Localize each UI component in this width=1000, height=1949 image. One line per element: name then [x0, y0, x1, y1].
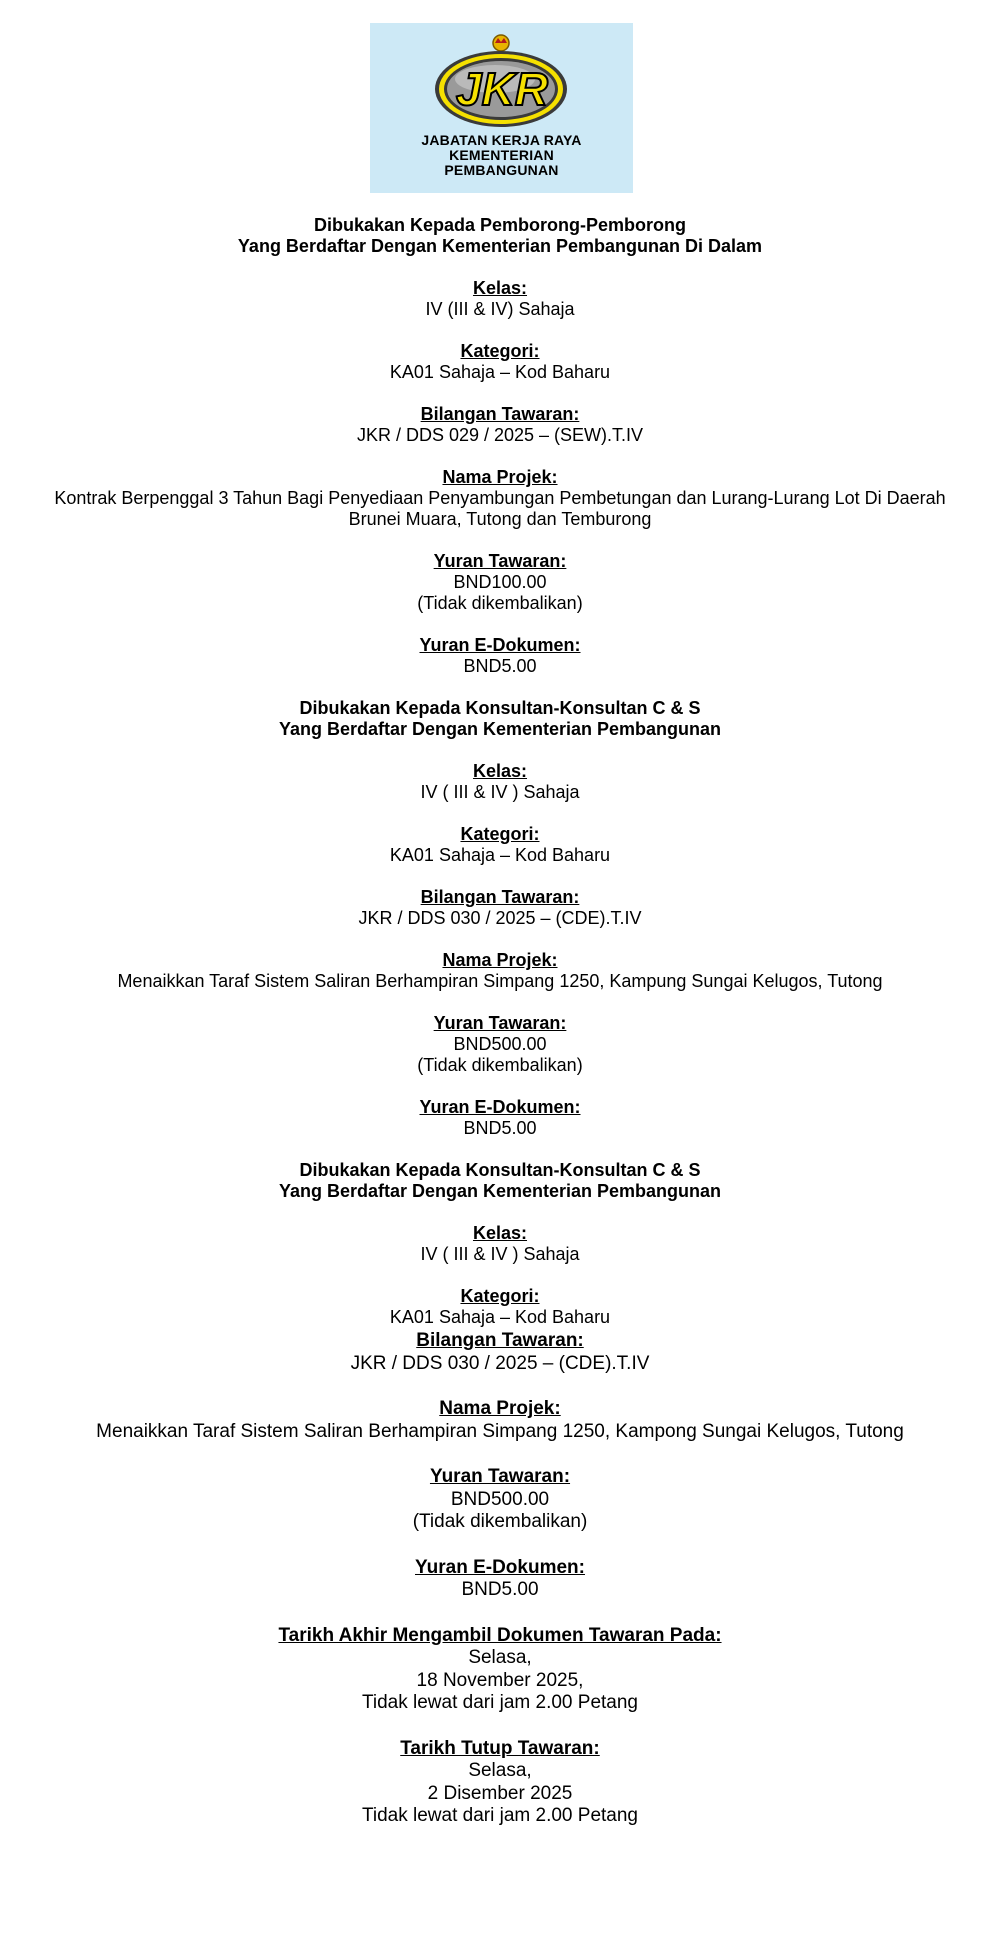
- tender-section-3-details: [0, 1330, 1000, 1828]
- yuran-note: (Tidak dikembalikan): [417, 593, 583, 613]
- projek-value-line2: Brunei Muara, Tutong dan Temburong: [348, 509, 652, 529]
- projek-label: Nama Projek:: [442, 950, 558, 970]
- ambil-date: 18 November 2025,: [416, 1669, 584, 1691]
- edokumen-value: BND5.00: [463, 1118, 537, 1138]
- logo-caption: [370, 133, 633, 178]
- crown-icon: [493, 35, 509, 51]
- ambil-label: Tarikh Akhir Mengambil Dokumen Tawaran Pada:: [278, 1624, 722, 1646]
- section-heading-line1: Dibukakan Kepada Konsultan-Konsultan C & S: [299, 698, 701, 718]
- bilangan-label: Bilangan Tawaran:: [420, 887, 580, 907]
- kategori-value: KA01 Sahaja – Kod Baharu: [389, 362, 611, 382]
- bilangan-value: JKR / DDS 030 / 2025 – (CDE).T.IV: [350, 1352, 650, 1374]
- tender-section-1: [0, 215, 1000, 677]
- kelas-value: IV ( III & IV ) Sahaja: [420, 782, 580, 802]
- tender-closing-date: [0, 1738, 1000, 1828]
- tutup-date: 2 Disember 2025: [427, 1782, 573, 1804]
- jkr-logo: [370, 23, 633, 193]
- document-collection-deadline: [0, 1625, 1000, 1715]
- bilangan-value: JKR / DDS 029 / 2025 – (SEW).T.IV: [356, 425, 644, 445]
- yuran-label: Yuran Tawaran:: [433, 551, 567, 571]
- logo-caption-line3: PEMBANGUNAN: [444, 162, 559, 178]
- section-heading-line2: Yang Berdaftar Dengan Kementerian Pembangunan Di Dalam: [237, 236, 763, 256]
- kategori-label: Kategori:: [460, 341, 540, 361]
- svg-text:JKR: JKR: [455, 63, 549, 115]
- edokumen-value: BND5.00: [461, 1579, 539, 1600]
- kelas-label: Kelas:: [472, 761, 528, 781]
- section-heading-line2: Yang Berdaftar Dengan Kementerian Pembangunan: [278, 719, 722, 739]
- section-heading-line1: Dibukakan Kepada Pemborong-Pemborong: [313, 215, 687, 235]
- bilangan-label: Bilangan Tawaran:: [416, 1330, 584, 1351]
- ambil-day: Selasa,: [468, 1647, 532, 1668]
- projek-value-line1: Kontrak Berpenggal 3 Tahun Bagi Penyediaan Penyambungan Pembetungan dan Lurang-Lurang Lot Di Daerah: [54, 488, 946, 508]
- yuran-label: Yuran Tawaran:: [433, 1013, 567, 1033]
- section-heading-line1: Dibukakan Kepada Konsultan-Konsultan C & S: [299, 1160, 701, 1180]
- projek-label: Nama Projek:: [442, 467, 558, 487]
- edokumen-label: Yuran E-Dokumen:: [415, 1556, 585, 1578]
- yuran-label: Yuran Tawaran:: [429, 1466, 571, 1487]
- bilangan-label: Bilangan Tawaran:: [420, 404, 580, 424]
- kelas-value: IV (III & IV) Sahaja: [425, 299, 575, 319]
- ambil-time: Tidak lewat dari jam 2.00 Petang: [361, 1692, 638, 1713]
- kategori-label: Kategori:: [460, 824, 540, 844]
- logo-caption-line1: JABATAN KERJA RAYA: [421, 132, 582, 148]
- tutup-time: Tidak lewat dari jam 2.00 Petang: [361, 1805, 638, 1826]
- section-heading-line2: Yang Berdaftar Dengan Kementerian Pembangunan: [278, 1181, 722, 1201]
- bilangan-value: JKR / DDS 030 / 2025 – (CDE).T.IV: [358, 908, 642, 928]
- edokumen-value: BND5.00: [463, 656, 537, 676]
- projek-value-line1: Menaikkan Taraf Sistem Saliran Berhampiran Simpang 1250, Kampung Sungai Kelugos, Tutong: [117, 971, 883, 991]
- logo-caption-line2: KEMENTERIAN: [449, 147, 554, 163]
- yuran-value: BND500.00: [450, 1488, 550, 1510]
- projek-label: Nama Projek:: [439, 1398, 561, 1419]
- yuran-note: (Tidak dikembalikan): [417, 1055, 583, 1075]
- yuran-note: (Tidak dikembalikan): [412, 1511, 588, 1532]
- projek-value-line1: Menaikkan Taraf Sistem Saliran Berhampiran Simpang 1250, Kampong Sungai Kelugos, Tutong: [96, 1420, 904, 1442]
- yuran-value: BND500.00: [453, 1034, 547, 1054]
- kelas-value: IV ( III & IV ) Sahaja: [420, 1244, 580, 1264]
- kategori-value: KA01 Sahaja – Kod Baharu: [389, 1307, 611, 1327]
- yuran-value: BND100.00: [453, 572, 547, 592]
- tender-notice: [0, 215, 1000, 1851]
- jkr-emblem-icon: [425, 31, 578, 136]
- tutup-day: Selasa,: [468, 1760, 532, 1781]
- edokumen-label: Yuran E-Dokumen:: [419, 635, 581, 655]
- tutup-label: Tarikh Tutup Tawaran:: [400, 1737, 600, 1759]
- tender-section-2: [0, 698, 1000, 1139]
- tender-section-3: [0, 1160, 1000, 1828]
- edokumen-label: Yuran E-Dokumen:: [419, 1097, 581, 1117]
- kategori-value: KA01 Sahaja – Kod Baharu: [389, 845, 611, 865]
- kelas-label: Kelas:: [472, 278, 528, 298]
- kategori-label: Kategori:: [460, 1286, 540, 1306]
- kelas-label: Kelas:: [472, 1223, 528, 1243]
